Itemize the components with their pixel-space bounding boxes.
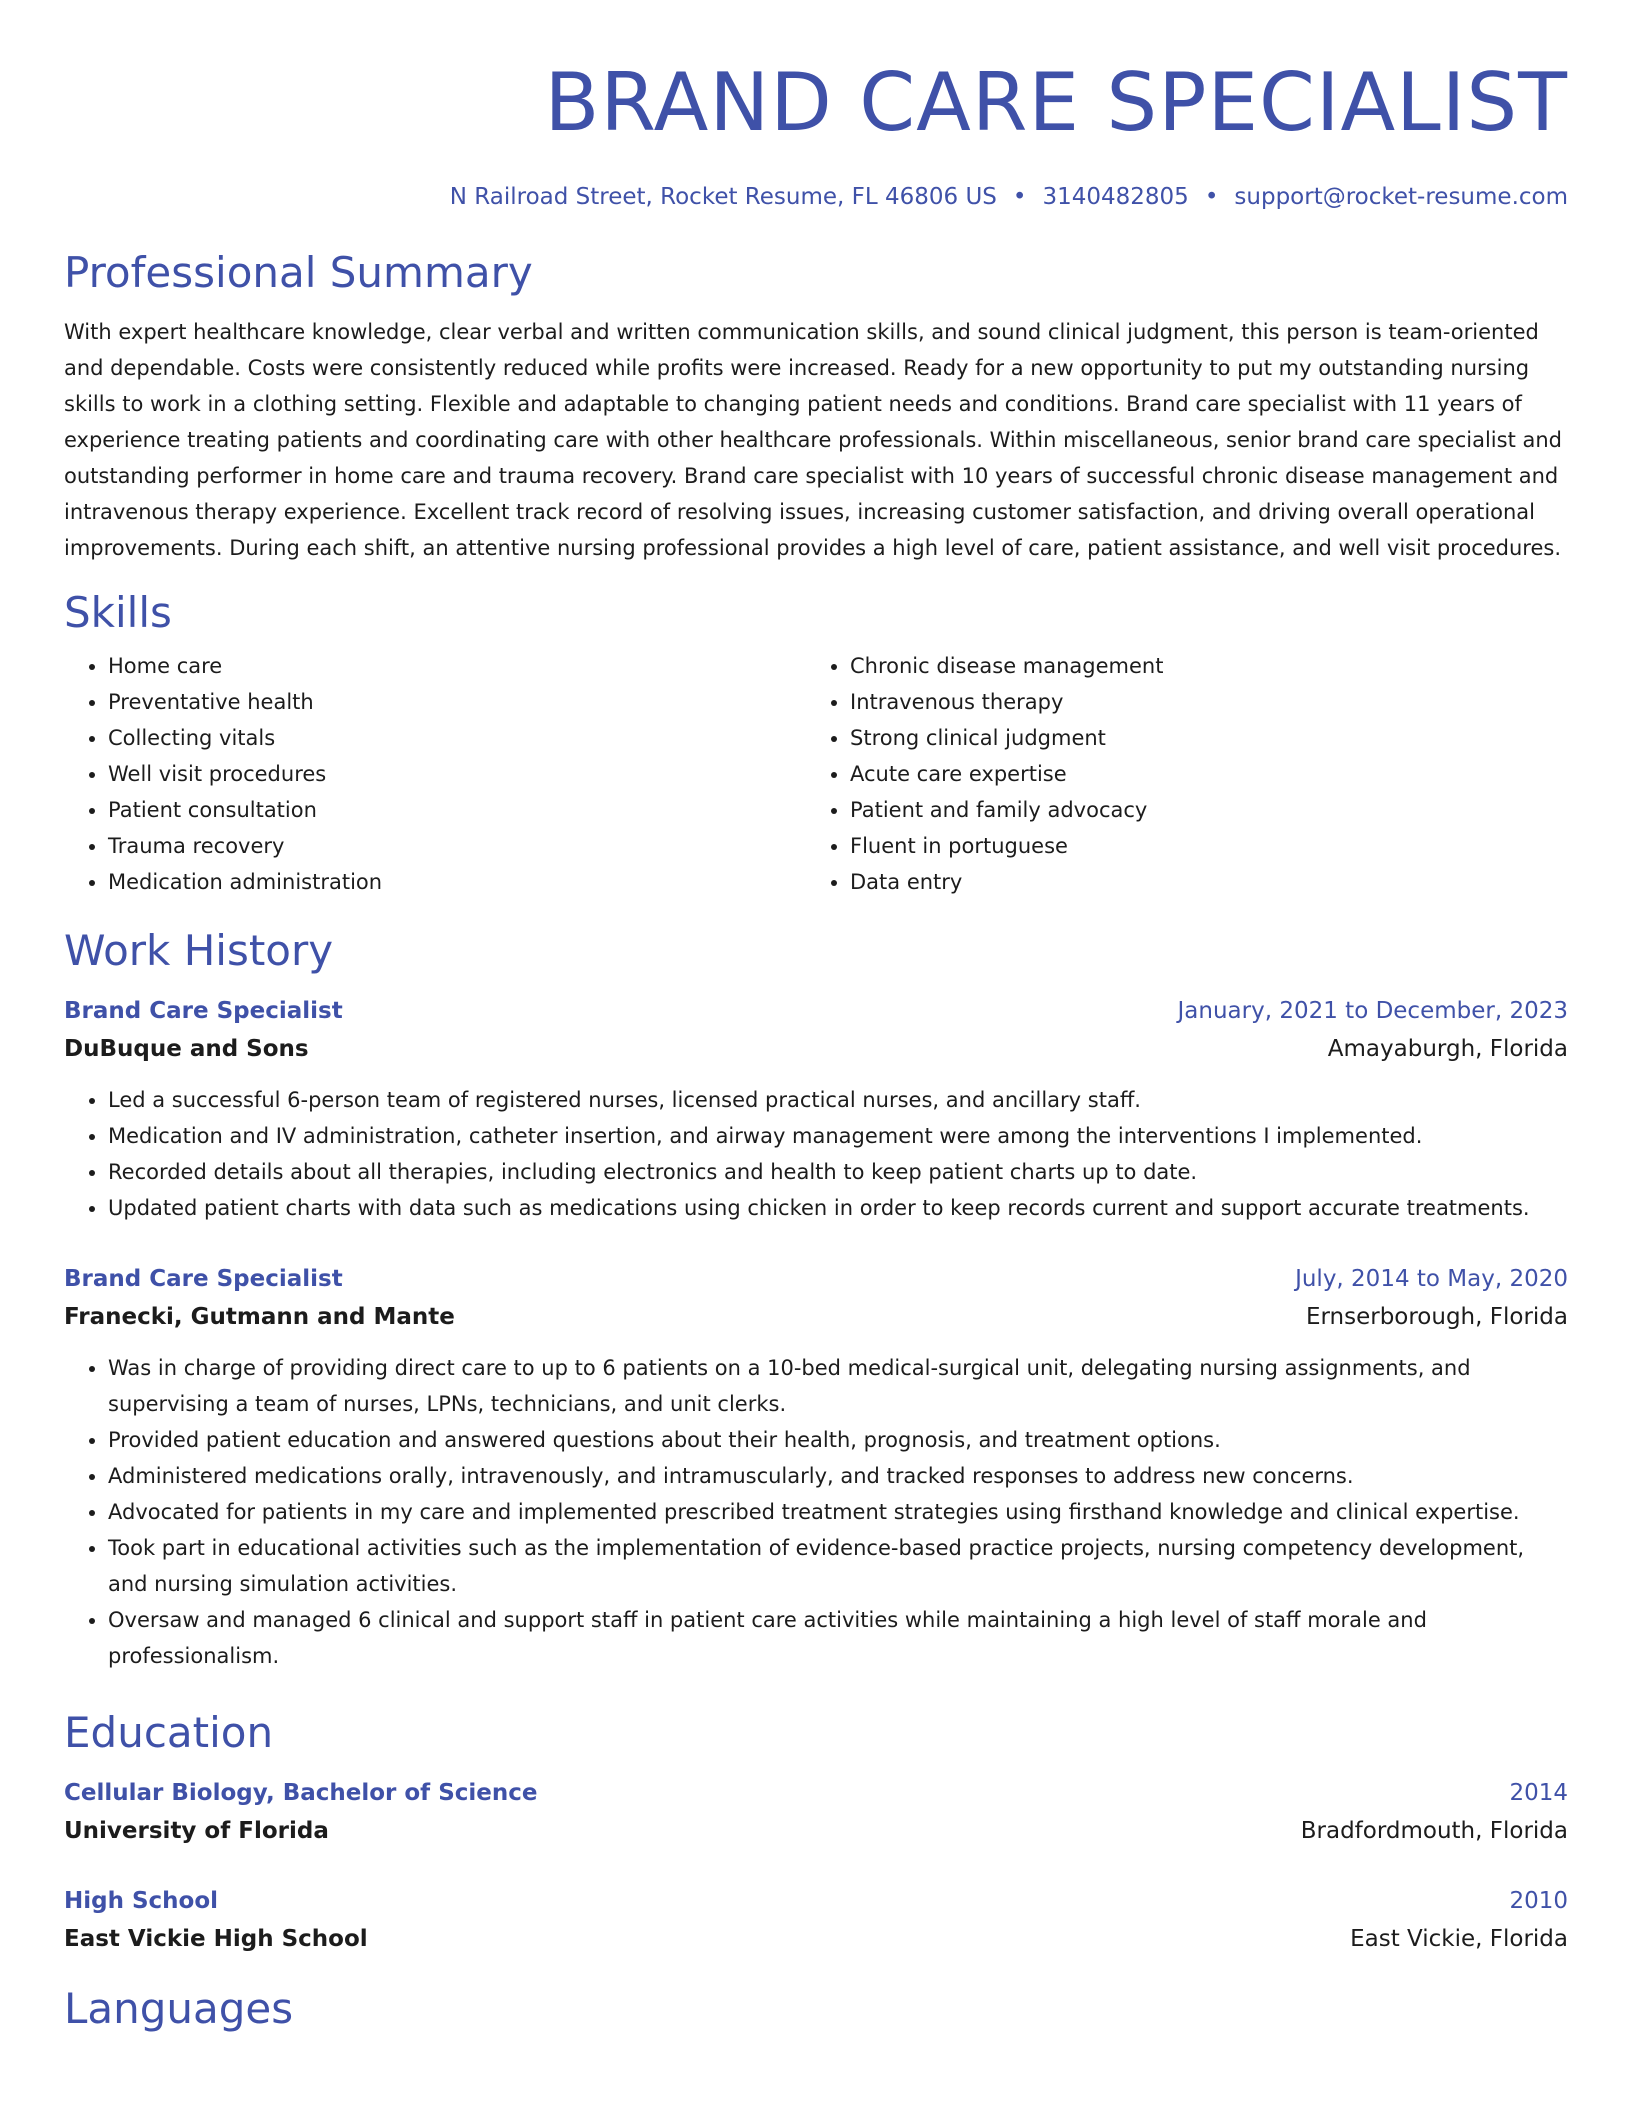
- section-title-work-history: Work History: [64, 926, 334, 975]
- job-bullets: [64, 1350, 1568, 1674]
- job-location: Amayaburgh, Florida: [1327, 1036, 1568, 1062]
- skill-item: • Trauma recovery: [108, 828, 806, 864]
- skill-item: • Home care: [108, 648, 806, 684]
- job-bullets: [64, 1082, 1568, 1226]
- contact-phone: 3140482805: [1042, 184, 1189, 210]
- job-company: DuBuque and Sons: [64, 1036, 309, 1062]
- skills-list: [64, 648, 1568, 900]
- skill-item: • Patient consultation: [108, 792, 806, 828]
- education-degree: Cellular Biology, Bachelor of Science: [64, 1780, 538, 1806]
- contact-address: N Railroad Street, Rocket Resume, FL 46806 US: [449, 184, 997, 210]
- job-entry: [64, 1260, 1568, 1674]
- job-entry: [64, 992, 1568, 1226]
- education-location: East Vickie, Florida: [1350, 1926, 1568, 1952]
- job-bullet: • Oversaw and managed 6 clinical and support staff in patient care activities while maintaining a high level of staff morale and professionalism.: [108, 1602, 1568, 1674]
- skills-column-right: [806, 648, 1548, 900]
- section-title-skills: Skills: [64, 588, 172, 637]
- job-bullet: • Provided patient education and answered questions about their health, prognosis, and treatment options.: [108, 1422, 1568, 1458]
- skill-item: • Fluent in portuguese: [850, 828, 1548, 864]
- job-dates: January, 2021 to December, 2023: [1177, 998, 1568, 1024]
- job-bullet: • Was in charge of providing direct care to up to 6 patients on a 10-bed medical-surgical unit, delegating nursing assignments, and supervising a team of nurses, LPNs, technicians, and unit clerks.: [108, 1350, 1568, 1422]
- education-degree: High School: [64, 1888, 219, 1914]
- education-school: University of Florida: [64, 1818, 329, 1844]
- section-title-summary: Professional Summary: [64, 248, 533, 297]
- skill-item: • Chronic disease management: [850, 648, 1548, 684]
- contact-separator: •: [1204, 184, 1219, 210]
- skill-item: • Medication administration: [108, 864, 806, 900]
- contact-line: [64, 182, 1568, 212]
- education-header-row: [64, 1774, 1568, 1812]
- job-location: Ernserborough, Florida: [1305, 1304, 1568, 1330]
- job-org-row: [64, 1298, 1568, 1336]
- education-school-row: [64, 1920, 1568, 1958]
- skill-item: • Strong clinical judgment: [850, 720, 1548, 756]
- education-location: Bradfordmouth, Florida: [1300, 1818, 1568, 1844]
- skill-item: • Data entry: [850, 864, 1548, 900]
- job-header-row: [64, 992, 1568, 1030]
- education-entry: [64, 1882, 1568, 1958]
- job-bullet: • Recorded details about all therapies, including electronics and health to keep patient charts up to date.: [108, 1154, 1568, 1190]
- skill-item: • Preventative health: [108, 684, 806, 720]
- education-year: 2010: [1509, 1888, 1568, 1914]
- skills-column-left: [64, 648, 806, 900]
- education-school-row: [64, 1812, 1568, 1850]
- skill-item: • Acute care expertise: [850, 756, 1548, 792]
- skill-item: • Patient and family advocacy: [850, 792, 1548, 828]
- skill-item: • Collecting vitals: [108, 720, 806, 756]
- contact-separator: •: [1012, 184, 1027, 210]
- job-header-row: [64, 1260, 1568, 1298]
- resume-name-heading: BRAND CARE SPECIALIST: [544, 56, 1568, 149]
- job-bullet: • Led a successful 6-person team of registered nurses, licensed practical nurses, and ancillary staff.: [108, 1082, 1568, 1118]
- job-bullet: • Updated patient charts with data such as medications using chicken in order to keep records current and support accurate treatments.: [108, 1190, 1568, 1226]
- education-header-row: [64, 1882, 1568, 1920]
- section-title-education: Education: [64, 1708, 274, 1757]
- job-dates: July, 2014 to May, 2020: [1295, 1266, 1568, 1292]
- job-bullet: • Administered medications orally, intravenously, and intramuscularly, and tracked responses to address new concerns.: [108, 1458, 1568, 1494]
- job-role: Brand Care Specialist: [64, 998, 343, 1024]
- job-company: Franecki, Gutmann and Mante: [64, 1304, 455, 1330]
- education-school: East Vickie High School: [64, 1926, 368, 1952]
- job-org-row: [64, 1030, 1568, 1068]
- section-title-languages: Languages: [64, 1984, 294, 2033]
- contact-email: support@rocket-resume.com: [1234, 184, 1568, 210]
- education-entry: [64, 1774, 1568, 1850]
- job-role: Brand Care Specialist: [64, 1266, 343, 1292]
- job-bullet: • Took part in educational activities such as the implementation of evidence-based practice projects, nursing competency development, and nursing simulation activities.: [108, 1530, 1568, 1602]
- summary-text: With expert healthcare knowledge, clear verbal and written communication skills, and sound clinical judgment, this person is team-oriented and dependable. Costs were consistently reduced while profits were increased. Ready for a new opportunity to put my outstanding nursing skills to work in a clothing setting. Flexible and adaptable to changing patient needs and conditions. Brand care specialist with 11 years of experience treating patients and coordinating care with other healthcare professionals. Within miscellaneous, senior brand care specialist and outstanding performer in home care and trauma recovery. Brand care specialist with 10 years of successful chronic disease management and intravenous therapy experience. Excellent track record of resolving issues, increasing customer satisfaction, and driving overall operational improvements. During each shift, an attentive nursing professional provides a high level of care, patient assistance, and well visit procedures.: [64, 320, 1563, 560]
- skill-item: • Intravenous therapy: [850, 684, 1548, 720]
- job-bullet: • Medication and IV administration, catheter insertion, and airway management were among the interventions I implemented.: [108, 1118, 1568, 1154]
- education-year: 2014: [1509, 1780, 1568, 1806]
- resume-page: [64, 0, 1568, 2034]
- job-bullet: • Advocated for patients in my care and implemented prescribed treatment strategies using firsthand knowledge and clinical expertise.: [108, 1494, 1568, 1530]
- skill-item: • Well visit procedures: [108, 756, 806, 792]
